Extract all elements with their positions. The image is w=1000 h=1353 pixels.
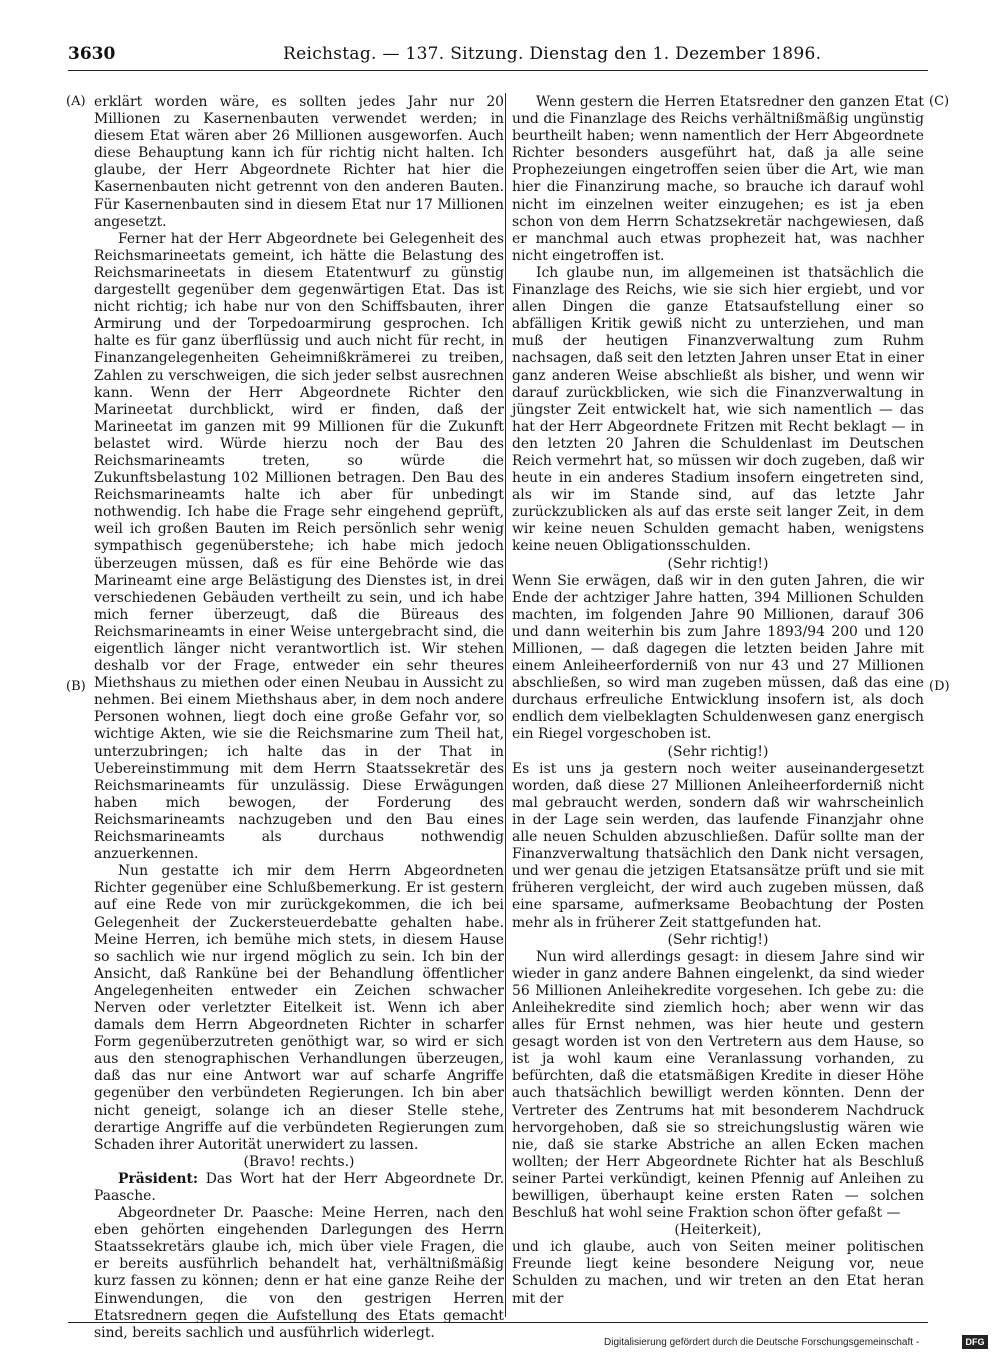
paragraph: Nun gestatte ich mir dem Herrn Abgeordneten Richter gegenüber eine Schlußbemerkung. Er ist gestern auf eine Rede von mir zurückgekommen, die ich bei Gelegenheit der Zuckersteuerdebatte gehalten habe. Meine Herren, ich bemühe mich stets, in diesem Hause so sachlich wie nur irgend möglich zu sein. Ich bin der Ansicht, daß Ranküne bei der Behandlung öffentlicher Angelegenheiten entweder ein Zeichen schwacher Nerven oder verletzter Eitelkeit ist. Wenn ich aber damals dem Herrn Abgeordneten Richter in scharfer Form gegenüberzutreten genöthigt war, so wird er sich aus den stenographischen Verhandlungen überzeugen, daß das nur eine Antwort war auf scharfe Angriffe gegenüber den verbündeten Regierungen. Ich bin aber nicht geneigt, solange ich an dieser Stelle stehe, derartige Angriffe auf die verbündeten Regierungen zum Schaden ihrer Autorität unerwidert zu lassen. xyxy=(94,863,504,1153)
margin-marker-c: (C) xyxy=(929,94,950,109)
paragraph: Nun wird allerdings gesagt: in diesem Jahre sind wir wieder in ganz andere Bahnen eingelenkt, da sind wieder 56 Millionen Anleihekredite vorgesehen. Ich gebe zu: die Anleihekredite sind ziemlich hoch; aber wenn wir das alles für Ernst nehmen, was hier heute und gestern gesagt worden ist von den Vertretern aus dem Hause, so ist ja wohl kaum eine Veranlassung vorhanden, zu befürchten, daß die etatsmäßigen Kredite in dieser Höhe auch thatsächlich bewilligt werden könnten. Denn der Vertreter des Zentrums hat mit besonderem Nachdruck hervorgehoben, daß sie so streichungslustig wären wie nie, daß sie starke Abstriche an allen Ecken machen wollten; der Herr Abgeordnete Richter hat als Beschluß seiner Partei verkündigt, keinen Pfennig auf Anleihen zu bewilligen, überhaupt keine ersten Raten — solchen Beschluß hat wohl seine Fraktion schon öfter gefaßt — xyxy=(512,948,924,1222)
paragraph: Ich glaube nun, im allgemeinen ist thatsächlich die Finanzlage des Reichs, wie sie sich hier ergiebt, und vor allen Dingen die ganze Etatsaufstellung einer so abfälligen Kritik gewiß nicht zu unterziehen, und man muß der heutigen Finanzverwaltung zum Ruhm nachsagen, daß seit den letzten Jahren unser Etat in einer ganz anderen Weise abschließt als bisher, und wenn wir darauf zurückblicken, wie sich die Finanzverwaltung in jüngster Zeit entwickelt hat, wie sich namentlich — das hat der Herr Abgeordnete Fritzen mit Recht beklagt — in den letzten 20 Jahren die Schuldenlast im Deutschen Reich vermehrt hat, so müssen wir doch zugeben, daß wir heute in ein anderes Stadium insofern eingetreten sind, als wir im Stande sind, auf das letzte Jahr zurückzublicken als auf das erste seit langer Zeit, in dem wir keine neuen Schulden gemacht haben, wenigstens keine neuen Obligationsschulden. xyxy=(512,264,924,555)
speech-text: Meine Herren, nach den eben gehörten eingehenden Darlegungen des Herrn Staatssekretärs glaube ich, mich über viele Fragen, die er bereits ausführlich behandelt hat, verhältnißmäßig kurz fassen zu können; denn er hat eine ganze Reihe der Einwendungen, die von den gestrigen Herren Etatsrednern gegen die Aufstellung des Etats gemacht sind, bereits sachlich und ausführlich widerlegt. xyxy=(94,1205,504,1341)
margin-marker-b: (B) xyxy=(66,679,86,694)
president-paragraph xyxy=(94,1171,504,1205)
interjection: (Heiterkeit), xyxy=(674,1222,762,1239)
header-rule xyxy=(68,70,928,71)
interjection: (Sehr richtig!) xyxy=(667,931,769,948)
margin-marker-d: (D) xyxy=(929,679,950,694)
interjection: (Sehr richtig!) xyxy=(667,555,769,572)
page-number: 3630 xyxy=(68,44,116,64)
paragraph: Wenn Sie erwägen, daß wir in den guten Jahren, die wir Ende der achtziger Jahre hatten, 394 Millionen Schulden machten, im folgenden Jahre 90 Millionen, darauf 306 und dann weiterhin bis zum Jahre 1893/94 200 und 120 Millionen, — daß dagegen die letzten beiden Jahre mit einem Anleiheerforderniß von nur 43 und 27 Millionen abschließen, so wird man zugeben müssen, daß das eine durchaus erfreuliche Entwicklung insofern ist, als doch endlich dem vielbeklagten Schuldenwesen ganz energisch ein Riegel vorgeschoben ist. xyxy=(512,572,924,743)
speech-text: Das Wort hat der Herr Abgeordnete Dr. Paasche. xyxy=(94,1170,505,1204)
column-divider xyxy=(505,93,506,1317)
paragraph: Ferner hat der Herr Abgeordnete bei Gelegenheit des Reichsmarineetats gemeint, ich hätte die Belastung des Reichsmarineetats in diesem Etatentwurf zu günstig dargestellt gegenüber dem gegenwärtigen Etat. Das ist nicht richtig; ich habe nur von den Schiffsbauten, ihrer Armirung und der Torpedoarmirung gesprochen. Ich halte es für ganz überflüssig und auch nicht für recht, in Finanzangelegenheiten Geheimnißkrämerei zu treiben, Zahlen zu verschweigen, die sich jeder selbst ausrechnen kann. Wenn der Herr Abgeordnete Richter den Marineetat durchblickt, wird er finden, daß der Marineetat im ganzen mit 99 Millionen für die Zukunft belastet wird. Würde hierzu noch der Bau des Reichsmarineamts treten, so würde die Zukunftsbelastung 102 Millionen betragen. Den Bau des Reichsmarineamts halte ich aber für unbedingt nothwendig. Ich habe die Frage sehr eingehend geprüft, weil ich großen Bauten im Reich persönlich sehr wenig sympathisch gegenüberstehe; ich habe mich jedoch überzeugen müssen, daß es für eine Behörde wie das Marineamt eine arge Belästigung des Dienstes ist, in drei verschiedenen Gebäuden vertheilt zu sein, und ich habe mich ferner überzeugt, daß die Büreaus des Reichsmarineamts in einer Weise untergebracht sind, die eigentlich länger nicht verantwortlich ist. Wir stehen deshalb vor der Frage, entweder ein sehr theures Miethshaus zu miethen oder einen Neubau in Aussicht zu nehmen. Bei einem Miethshaus aber, in dem noch andere Personen wohnen, liegt doch eine große Gefahr vor, so wichtige Akten, wie sie die Reichsmarine zum Theil hat, unterzubringen; ich halte das in der That in Uebereinstimmung mit dem Herrn Staatssekretär des Reichsmarineamts für unzulässig. Diese Erwägungen haben mich bewogen, der Forderung des Reichsmarineamts nachzugeben und den Bau eines Reichsmarineamts als durchaus nothwendig anzuerkennen. xyxy=(94,230,504,863)
paragraph: erklärt worden wäre, es sollten jedes Jahr nur 20 Millionen zu Kasernenbauten verwendet werden; in diesem Etat wären aber 26 Millionen ausgeworfen. Auch diese Behauptung kann ich für richtig nicht halten. Ich glaube, der Herr Abgeordnete Richter hat hier die Kasernenbauten nicht getrennt von den anderen Bauten. Für Kasernenbauten sind in diesem Etat nur 17 Millionen angesetzt. xyxy=(94,94,504,230)
paragraph: Es ist uns ja gestern noch weiter auseinandergesetzt worden, daß diese 27 Millionen Anleiheerforderniß nicht mal gebraucht werden, sondern daß wir wahrscheinlich in der Lage sein werden, das laufende Finanzjahr ohne alle neuen Schulden abzuschließen. Dafür sollte man der Finanzverwaltung thatsächlich den Dank nicht versagen, und wer genau die jetzigen Etatsansätze prüft und sie mit früheren vergleicht, der wird auch zugeben müssen, daß eine sparsame, aufmerksame Beobachtung der Posten mehr als in früherer Zeit stattgefunden hat. xyxy=(512,760,924,931)
paragraph: und ich glaube, auch von Seiten meiner politischen Freunde liegt keine besondere Neigung vor, neue Schulden zu machen, und wir treten an den Etat heran mit der xyxy=(512,1239,924,1307)
margin-marker-a: (A) xyxy=(66,94,86,109)
page-header xyxy=(68,44,948,70)
interjection: (Sehr richtig!) xyxy=(667,743,769,760)
dfg-logo-badge: DFG xyxy=(962,1335,988,1349)
paragraph: Wenn gestern die Herren Etatsredner den ganzen Etat und die Finanzlage des Reichs verhältnißmäßig ungünstig beurtheilt haben; wenn namentlich der Herr Abgeordnete Richter besonders ausgeführt hat, daß ja alle seine Prophezeiungen eingetroffen seien über die Art, wie man hier die Finanzirung mache, so brauche ich darauf wohl nicht im einzelnen weiter einzugehen; es ist ja eben schon von dem Herrn Schatzsekretär nachgewiesen, daß er manchmal auch etwas prophezeit hat, was nachher nicht eingetroffen ist. xyxy=(512,94,924,264)
left-column xyxy=(94,94,505,1341)
running-head: Reichstag. — 137. Sitzung. Dienstag den 1. Dezember 1896. xyxy=(283,44,822,64)
interjection: (Bravo! rechts.) xyxy=(243,1153,355,1170)
speaker-label: Präsident: xyxy=(118,1170,199,1187)
digitization-credit: Digitalisierung gefördert durch die Deutsche Forschungsgemeinschaft - xyxy=(604,1337,920,1348)
right-column xyxy=(512,94,924,1319)
footer-rule xyxy=(68,1322,928,1323)
speaker-label: Abgeordneter Dr. Paasche: xyxy=(118,1205,314,1222)
